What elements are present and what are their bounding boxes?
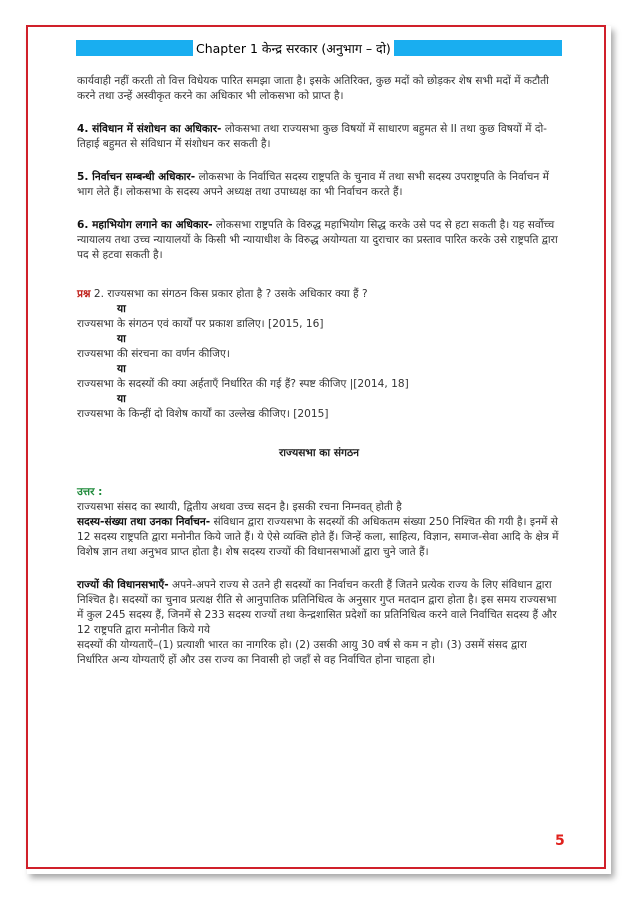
membership-text: संविधान द्वारा राज्यसभा के सदस्यों की अधिकतम संख्या 250 निश्चित की गयी है। इनमें से 12 सदस्य राष्ट्रपति द्वारा मनोनीत किये जाते हैं। ये ऐसे व्यक्ति होते हैं। जिन्हें कला, साहित्य, विज्ञान, समाज-सेवा आदि के क्षेत्र में विशेष ज्ञान तथा अनुभव प्राप्त होता है। शेष सदस्य राज्यों की विधानसभाओं द्वारा चुने जाते हैं। bbox=[77, 516, 559, 558]
header-bar-left bbox=[76, 40, 193, 56]
question-text: 2. राज्यसभा का संगठन किस प्रकार होता है ? उसके अधिकार क्या हैं ? bbox=[90, 288, 368, 300]
section-6-text: लोकसभा राष्ट्रपति के विरुद्ध महाभियोग सिद्ध करके उसे पद से हटा सकती है। यह सर्वोच्च न्यायालय तथा उच्च न्यायालयों के किसी भी न्यायाधीश के विरुद्ध अयोग्यता या दुराचार का प्रस्ताव पारित करके उसे राष्ट्रपति द्वारा पद से हटवा सकती है। bbox=[77, 219, 558, 261]
qualifications-paragraph: सदस्यों की योग्यताएँ–(1) प्रत्याशी भारत का नागरिक हो। (2) उसकी आयु 30 वर्ष से कम न हो। (3) उसमें संसद द्वारा निर्धारित अन्य योग्यताएँ हों और उस राज्य का निवासी हो जहाँ से वह निर्वाचित होना चाहता हो। bbox=[77, 639, 527, 666]
states-paragraph bbox=[77, 578, 561, 638]
or-marker: या bbox=[117, 303, 126, 315]
question-alt-3: राज्यसभा के सदस्यों की क्या अर्हताएँ निर्धारित की गई हैं? स्पष्ट कीजिए |[2014, 18] bbox=[77, 378, 409, 390]
or-marker: या bbox=[117, 393, 126, 405]
section-5-heading: 5. निर्वाचन सम्बन्धी अधिकार- bbox=[77, 171, 196, 183]
states-heading: राज्यों की विधानसभाएँ- bbox=[77, 579, 169, 591]
question-label: प्रश्न bbox=[77, 288, 91, 300]
section-5 bbox=[77, 170, 561, 200]
or-marker: या bbox=[117, 333, 126, 345]
section-4-heading: 4. संविधान में संशोधन का अधिकार- bbox=[77, 123, 222, 135]
answer-intro: राज्यसभा संसद का स्थायी, द्वितीय अथवा उच्च सदन है। इसकी रचना निम्नवत् होती है bbox=[77, 501, 402, 513]
membership-heading: सदस्य-संख्या तथा उनका निर्वाचन- bbox=[77, 516, 211, 528]
section-4-text: लोकसभा तथा राज्यसभा कुछ विषयों में साधारण बहुमत से II तथा कुछ विषयों में दो-तिहाई बहुमत से संविधान में संशोधन कर सकती है। bbox=[77, 123, 548, 150]
section-subheading: राज्यसभा का संगठन bbox=[278, 447, 360, 459]
intro-paragraph: कार्यवाही नहीं करती तो वित्त विधेयक पारित समझा जाता है। इसके अतिरिक्त, कुछ मदों को छोड़कर शेष सभी मदों में कटौती करने तथा उन्हें अस्वीकृत करने का अधिकार भी लोकसभा को प्राप्त है। bbox=[77, 75, 549, 102]
header-bar-right bbox=[394, 40, 562, 56]
section-6-heading: 6. महाभियोग लगाने का अधिकार- bbox=[77, 219, 213, 231]
chapter-title: Chapter 1 केन्द्र सरकार (अनुभाग – दो) bbox=[196, 40, 391, 56]
question-2 bbox=[77, 287, 561, 302]
question-alt-1: राज्यसभा के संगठन एवं कार्यों पर प्रकाश डालिए। [2015, 16] bbox=[77, 318, 324, 330]
section-6 bbox=[77, 218, 561, 263]
chapter-header bbox=[76, 39, 562, 57]
section-5-text: लोकसभा के निर्वाचित सदस्य राष्ट्रपति के चुनाव में तथा सभी सदस्य उपराष्ट्रपति के निर्वाचन में भाग लेते हैं। लोकसभा के सदस्य अपने अध्यक्ष तथा उपाध्यक्ष का भी निर्वाचन करते हैं। bbox=[77, 171, 549, 198]
page-number: 5 bbox=[555, 833, 565, 849]
or-marker: या bbox=[117, 363, 126, 375]
answer-label: उत्तर : bbox=[77, 486, 103, 498]
question-alt-4: राज्यसभा के किन्हीं दो विशेष कार्यों का उल्लेख कीजिए। [2015] bbox=[77, 408, 329, 420]
question-alt-2: राज्यसभा की संरचना का वर्णन कीजिए। bbox=[77, 348, 230, 360]
states-text: अपने-अपने राज्य से उतने ही सदस्यों का निर्वाचन करती हैं जितने प्रत्येक राज्य के लिए संविधान द्वारा निश्चित है। सदस्यों का चुनाव प्रत्यक्ष रीति से आनुपातिक प्रतिनिधित्व के अनुसार गुप्त मतदान द्वारा होता है। इस समय राज्यसभा में कुल 245 सदस्य हैं, जिनमें से 233 सदस्य राज्यों तथा केन्द्रशासित प्रदेशों का प्रतिनिधित्व करने वाले निर्वाचित सदस्य हैं और 12 राष्ट्रपति द्वारा मनोनीत किये गये bbox=[77, 579, 557, 636]
membership-paragraph bbox=[77, 515, 561, 560]
page-content bbox=[77, 74, 561, 668]
section-4 bbox=[77, 122, 561, 152]
